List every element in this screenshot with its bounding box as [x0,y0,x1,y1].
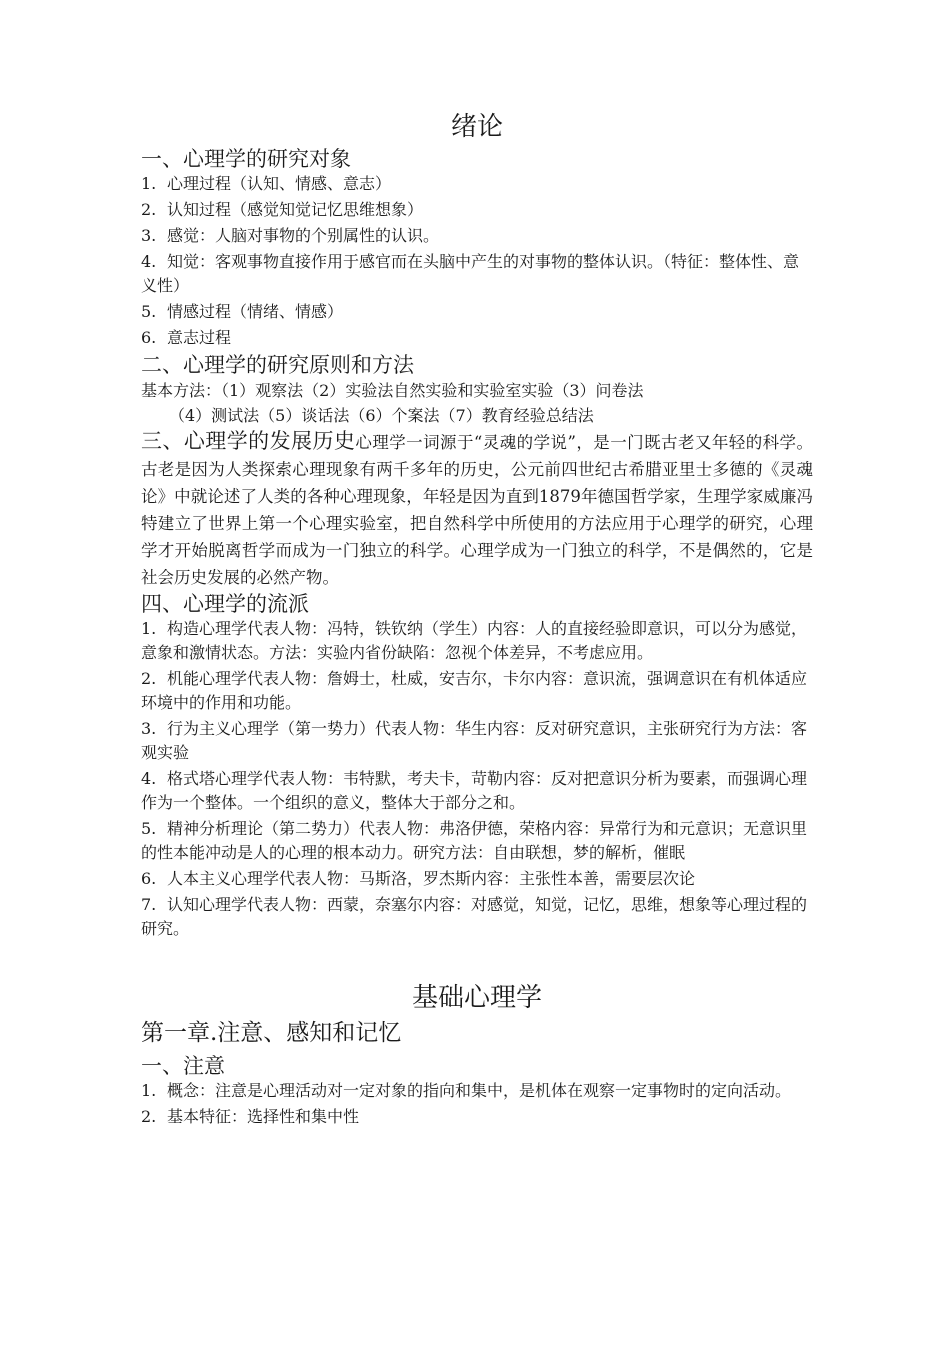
section-heading-history: 三、心理学的发展历史 [141,429,356,453]
methods-line-1: 基本方法：（1）观察法（2）实验法自然实验和实验室实验（3）问卷法 [141,381,644,400]
chapter-heading: 第一章.注意、感知和记忆 [141,1020,402,1046]
section-heading-schools: 四、心理学的流派 [141,592,309,616]
list-item: 7. 认知心理学代表人物：西蒙，奈塞尔内容：对感觉，知觉，记忆，思维，想象等心理过程的研究。 [141,895,808,938]
list-item: 1. 心理过程（认知、情感、意志） [141,174,392,193]
history-body: 心理学一词源于“灵魂的学说”，是一门既古老又年轻的科学。古老是因为人类探索心理现象有两千多年的历史，公元前四世纪古希腊亚里士多德的《灵魂论》中就论述了人类的各种心理现象，年轻是因为直到1879年德国哲学家，生理学家威廉冯特建立了世界上第一个心理实验室，把自然科学中所使用的方法应用于心理学的研究，心理学才开始脱离哲学而成为一门独立的科学。心理学成为一门独立的科学，不是偶然的，它是社会历史发展的必然产物。 [141,433,813,587]
basic-title: 基础心理学 [411,983,542,1013]
history-paragraph [141,428,813,591]
list-item: 3. 行为主义心理学（第一势力）代表人物：华生内容：反对研究意识，主张研究行为方法：客观实验 [141,719,808,762]
list-item: 3. 感觉：人脑对事物的个别属性的认识。 [141,226,440,245]
section-spacer [141,943,813,981]
list-item: 2. 认知过程（感觉知觉记忆思维想象） [141,200,424,219]
list-item: 2. 机能心理学代表人物：詹姆士，杜威，安吉尔，卡尔内容：意识流，强调意识在有机体适应环境中的作用和功能。 [141,669,808,712]
methods-line-2: （4）测试法（5）谈话法（6）个案法（7）教育经验总结法 [169,406,594,425]
list-item: 2. 基本特征：选择性和集中性 [141,1107,360,1126]
list-item: 1. 概念：注意是心理活动对一定对象的指向和集中，是机体在观察一定事物时的定向活动。 [141,1081,792,1100]
section-heading-attention: 一、注意 [141,1054,225,1078]
list-item: 5. 情感过程（情绪、情感） [141,302,344,321]
list-item: 4. 格式塔心理学代表人物：韦特默，考夫卡，苛勒内容：反对把意识分析为要素，而强调心理作为一个整体。一个组织的意义，整体大于部分之和。 [141,769,808,812]
intro-title: 绪论 [450,112,503,142]
list-item: 5. 精神分析理论（第二势力）代表人物：弗洛伊德，荣格内容：异常行为和元意识；无意识里的性本能冲动是人的心理的根本动力。研究方法：自由联想，梦的解析，催眠 [141,819,808,862]
list-item: 6. 意志过程 [141,328,232,347]
list-item: 4. 知觉：客观事物直接作用于感官而在头脑中产生的对事物的整体认识。（特征：整体性、意义性） [141,252,800,295]
list-item: 1. 构造心理学代表人物：冯特，铁钦纳（学生）内容：人的直接经验即意识，可以分为感觉，意象和激情状态。方法：实验内省份缺陷：忽视个体差异，不考虑应用。 [141,619,808,662]
list-item: 6. 人本主义心理学代表人物：马斯洛，罗杰斯内容：主张性本善，需要层次论 [141,869,696,888]
section-heading-methods: 二、心理学的研究原则和方法 [141,353,414,377]
document-page [141,110,813,1131]
section-heading-research-object: 一、心理学的研究对象 [141,147,351,171]
